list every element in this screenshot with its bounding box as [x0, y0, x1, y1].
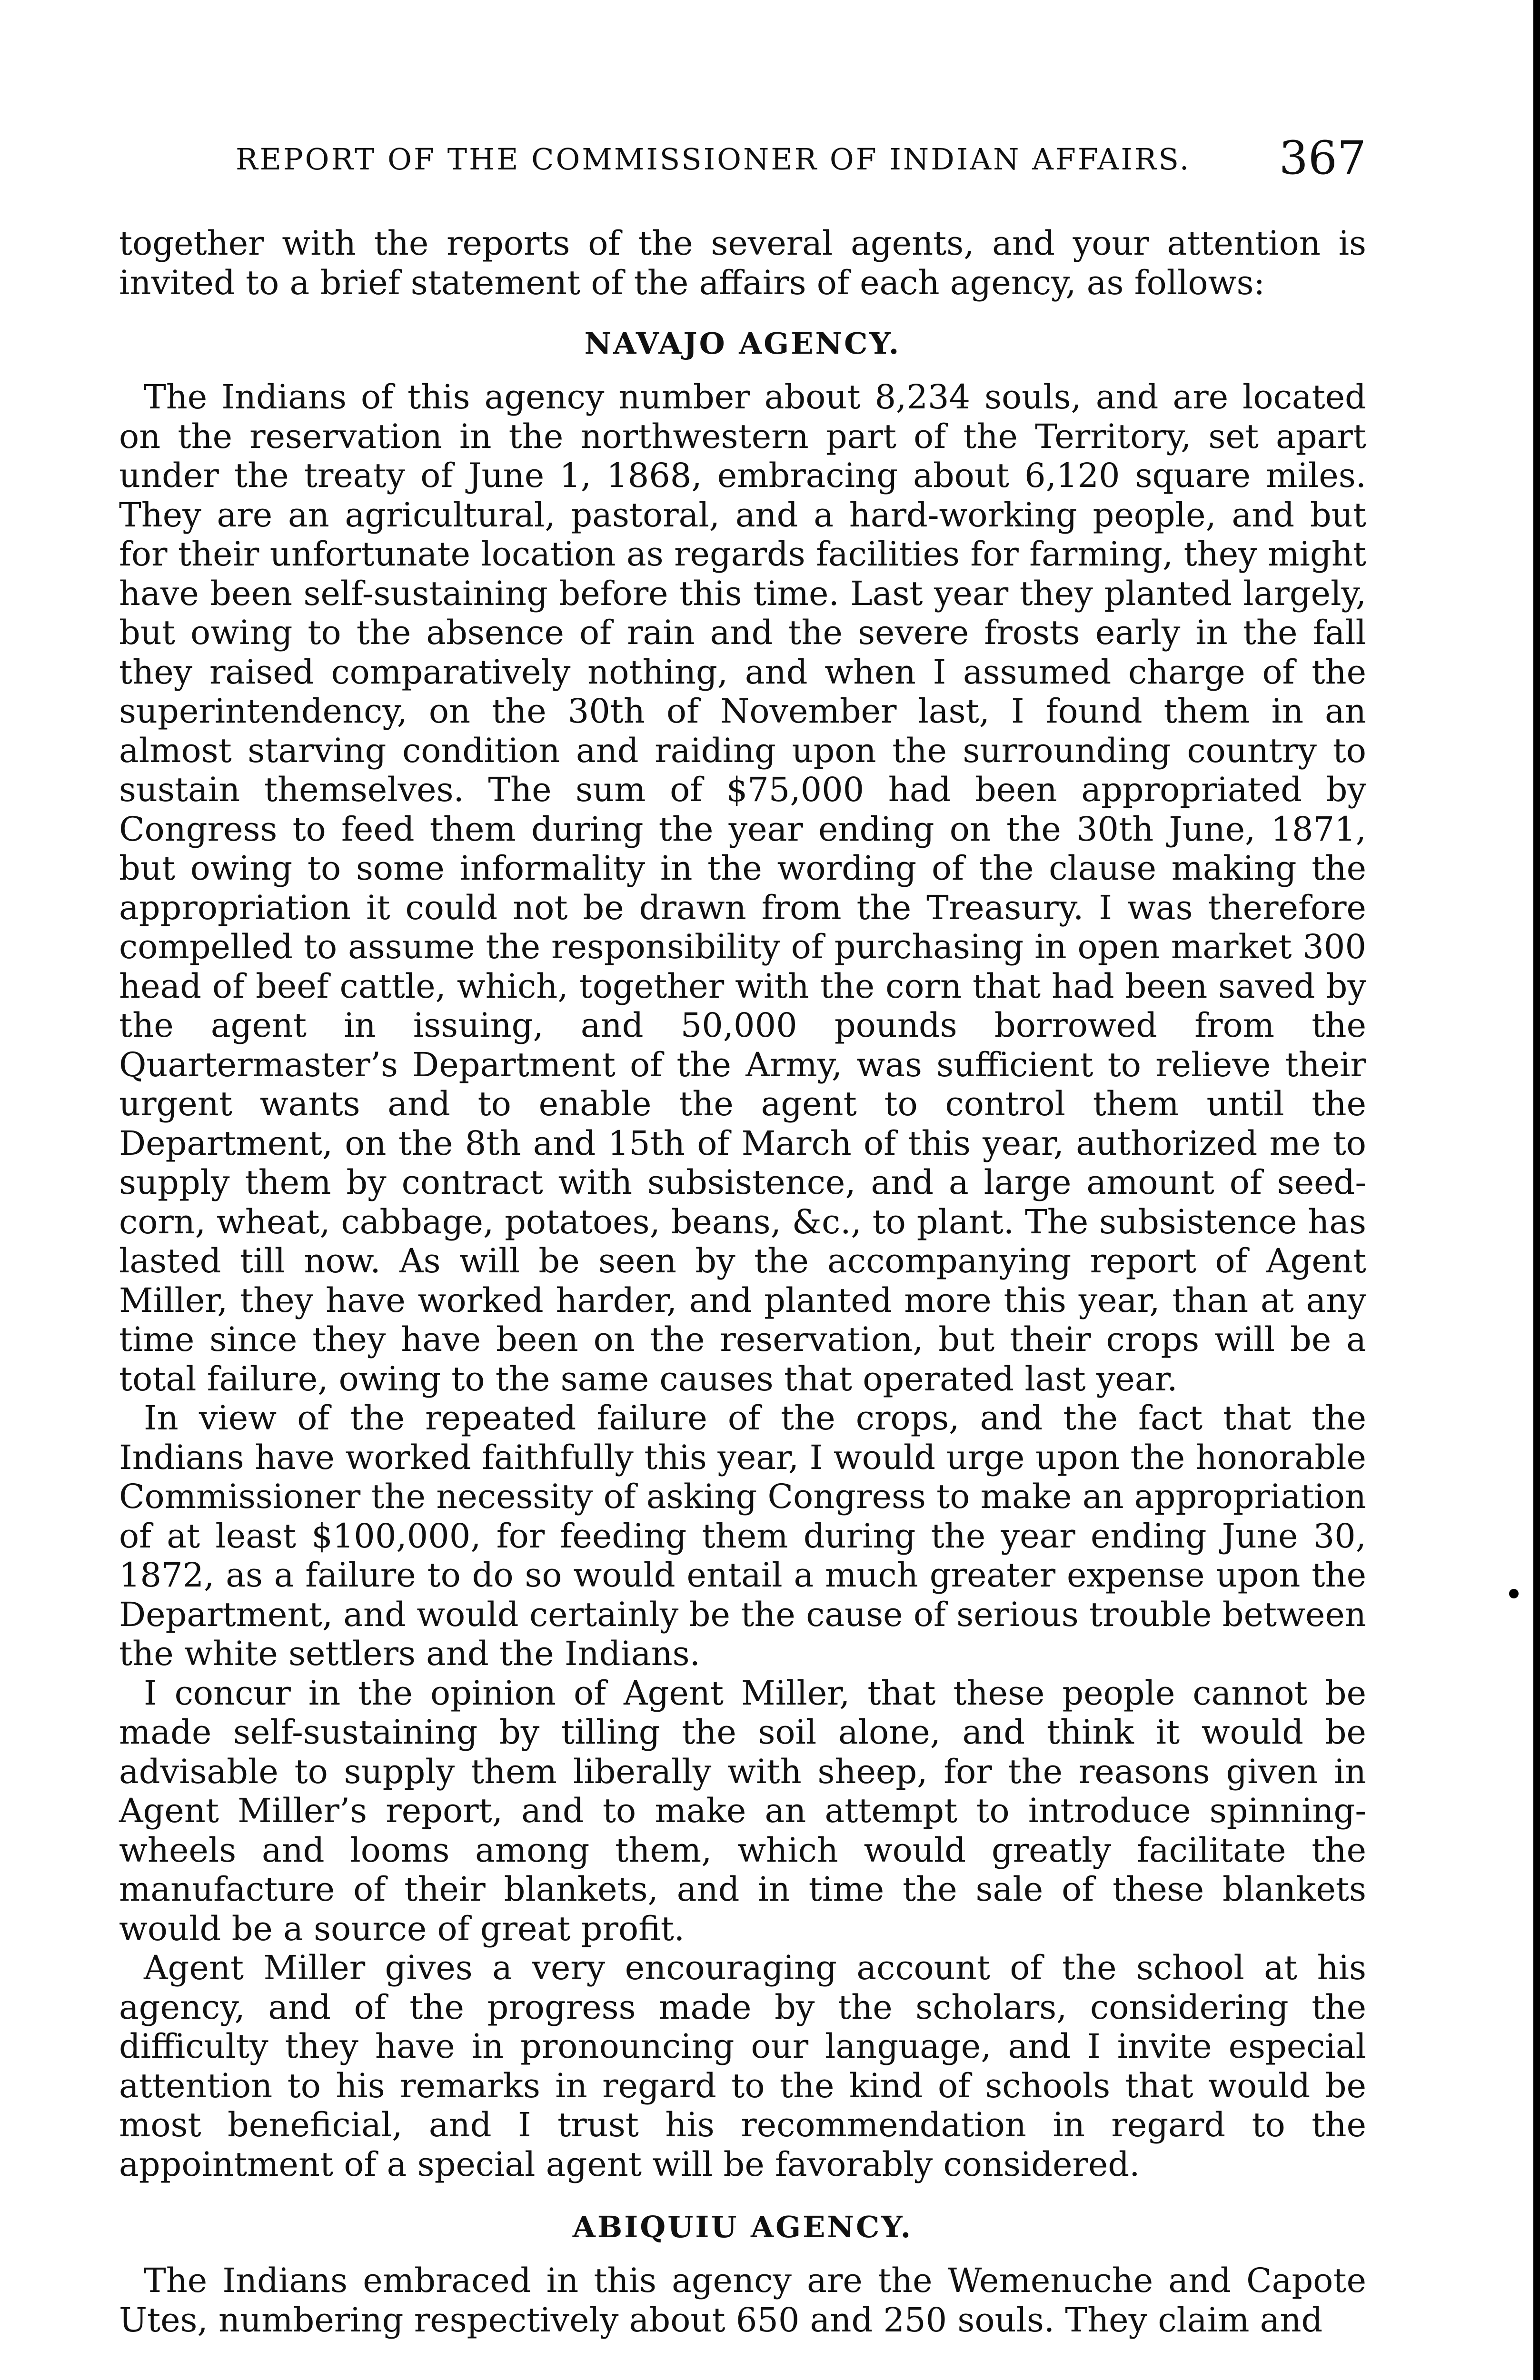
- running-title: REPORT OF THE COMMISSIONER OF INDIAN AFFAIRS.: [236, 142, 1191, 177]
- running-head: [119, 129, 1366, 195]
- text-column: [119, 224, 1366, 2340]
- navajo-paragraph-2: In view of the repeated failure of the crops, and the fact that the Indians have worked faithfully this year, I would urge upon the honorable Commissioner the necessity of asking Congress to make an appropriation of at least $100,000, for feeding them during the year ending June 30, 1872, as a failure to do so would entail a much greater expense upon the Department, and would certainly be the cause of serious trouble between the white settlers and the Indians.: [119, 1398, 1367, 1673]
- intro-paragraph: together with the reports of the several agents, and your attention is invited to a brief statement of the affairs of each agency, as follows:: [119, 224, 1366, 302]
- abiquiu-paragraph-1: The Indians embraced in this agency are the Wemenuche and Capote Utes, numbering respectively about 650 and 250 souls. They claim and: [119, 2261, 1366, 2340]
- navajo-paragraph-4: Agent Miller gives a very encouraging account of the school at his agency, and of the progress made by the scholars, considering the difficulty they have in pronouncing our language, and I invite especial attention to his remarks in regard to the kind of schools that would be most beneficial, and I trust his recommendation in regard to the appointment of a special agent will be favorably considered.: [119, 1948, 1366, 2184]
- page-number: 367: [1279, 131, 1366, 185]
- navajo-paragraph-3: I concur in the opinion of Agent Miller, that these people cannot be made self-sustaining by tilling the soil alone, and think it would be advisable to supply them liberally with sheep, for the reasons given in Agent Miller’s report, and to make an attempt to introduce spinning-wheels and looms among them, which would greatly facilitate the manufacture of their blankets, and in time the sale of these blankets would be a source of great profit.: [119, 1673, 1366, 1948]
- abiquiu-agency-heading: ABIQUIU AGENCY.: [572, 2210, 913, 2244]
- navajo-agency-heading: NAVAJO AGENCY.: [584, 326, 901, 361]
- navajo-paragraph-1: The Indians of this agency number about 8,234 souls, and are located on the reservation in the northwestern part of the Territory, set apart under the treaty of June 1, 1868, embracing about 6,120 square miles. They are an agricultural, pastoral, and a hard-working people, and but for their unfortunate location as regards facilities for farming, they might have been self-sustaining before this time. Last year they planted largely, but owing to the absence of rain and the severe frosts early in the fall they raised comparatively nothing, and when I assumed charge of the superintendency, on the 30th of November last, I found them in an almost starving condition and raiding upon the surrounding country to sustain themselves. The sum of $75,000 had been appropriated by Congress to feed them during the year ending on the 30th June, 1871, but owing to some informality in the wording of the clause making the appropriation it could not be drawn from the Treasury. I was therefore compelled to assume the responsibility of purchasing in open market 300 head of beef cattle, which, together with the corn that had been saved by the agent in issuing, and 50,000 pounds borrowed from the Quartermaster’s Department of the Army, was sufficient to relieve their urgent wants and to enable the agent to control them until the Department, on the 8th and 15th of March of this year, authorized me to supply them by contract with subsistence, and a large amount of seed-corn, wheat, cabbage, potatoes, beans, &c., to plant. The subsistence has lasted till now. As will be seen by the accompanying report of Agent Miller, they have worked harder, and planted more this year, than at any time since they have been on the reservation, but their crops will be a total failure, owing to the same causes that operated last year.: [119, 377, 1366, 1398]
- margin-mark: [1509, 1589, 1519, 1598]
